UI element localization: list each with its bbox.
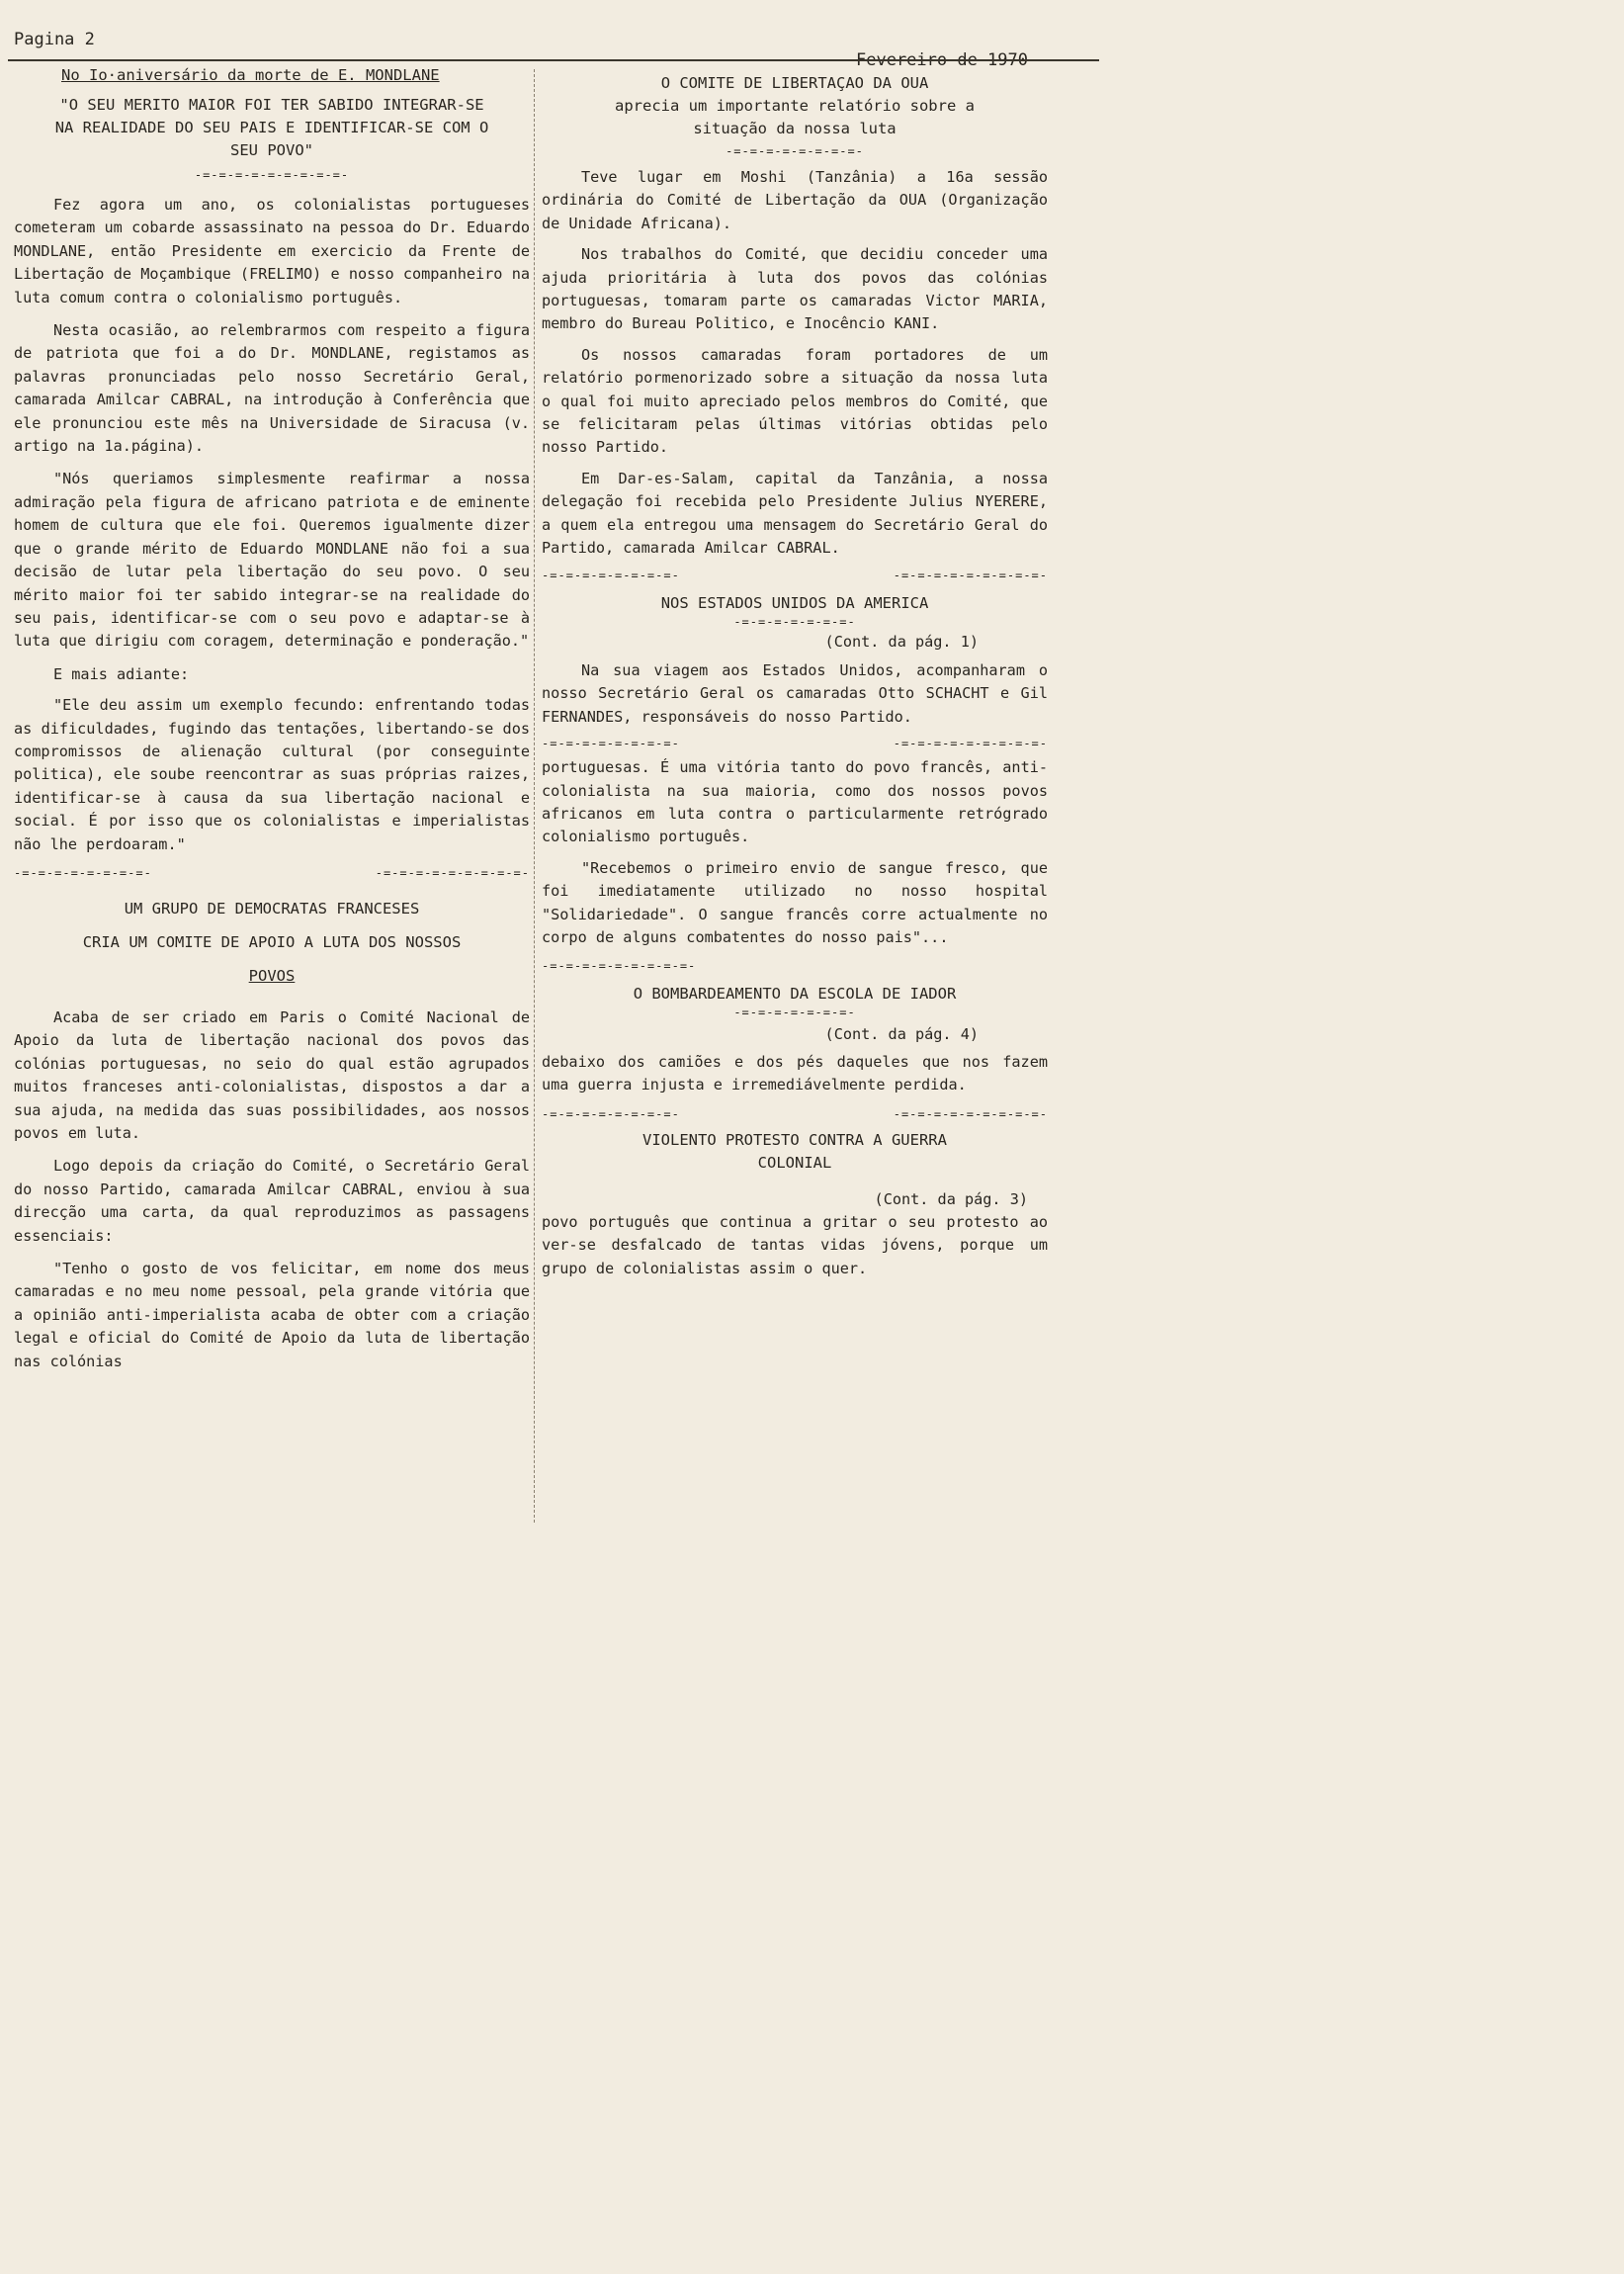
- cabral-letter-quote: "Tenho o gosto de vos felicitar, em nome dos meus camaradas e no meu nome pessoal, pela grande vitória que a opinião anti-imperialista acaba de obter com a criação legal e oficial do Comité de Apoio da luta de libertação nas colónias: [14, 1260, 530, 1370]
- mondlane-quote-2: "Ele deu assim um exemplo fecundo: enfrentando todas as dificuldades, fugindo das tentações, libertando-se dos compromissos de alienação cultural (por conseguinte politica), ele soube reencontrar as suas próprias raizes, identificar-se à causa da sua libertação nacional e social. É por isso que os colonialistas e imperialistas não lhe perdoaram.": [14, 696, 530, 853]
- separator: -=-=-=-=-=-=-=-=-: [542, 568, 680, 582]
- mondlane-paragraph-3: E mais adiante:: [53, 664, 190, 683]
- headline-line: UM GRUPO DE DEMOCRATAS FRANCESES: [124, 899, 420, 918]
- separator-row: [542, 1107, 1048, 1121]
- separator: -=-=-=-=-=-=-=-=-=-: [375, 865, 530, 880]
- iador-headline: O BOMBARDEAMENTO DA ESCOLA DE IADOR: [633, 985, 957, 1004]
- left-kicker: No Io·aniversário da morte de E. MONDLANE: [61, 66, 440, 84]
- separator: -=-=-=-=-=-=-=-=-: [542, 737, 680, 751]
- separator: -=-=-=-=-=-=-=-=-: [542, 1106, 680, 1121]
- separator-row: [14, 866, 530, 880]
- separator: -=-=-=-=-=-=-=-=-=-: [893, 568, 1048, 582]
- protest-headline-line1: VIOLENTO PROTESTO CONTRA A GUERRA: [642, 1130, 947, 1149]
- iador-paragraph: debaixo dos camiões e dos pés daqueles que nos fazem uma guerra injusta e irremediávelmente perdida.: [542, 1052, 1048, 1094]
- oua-headline-line3: situação da nossa luta: [693, 120, 897, 137]
- headline-line: CRIA UM COMITE DE APOIO A LUTA DOS NOSSOS: [82, 932, 462, 951]
- oua-headline-line1: O COMITE DE LIBERTAÇAO DA OUA: [660, 74, 929, 92]
- usa-headline: NOS ESTADOS UNIDOS DA AMERICA: [660, 593, 929, 612]
- separator: -=-=-=-=-=-=-=-=-=-: [542, 959, 697, 974]
- french-committee-paragraph-1: Acaba de ser criado em Paris o Comité Nacional de Apoio da luta de libertação nacional dos povos das colónias portuguesas, no seio do qual estão agrupados muitos franceses anti-colonialistas, dispostos a dar a sua ajuda, na medida das suas possibilidades, aos nossos povos em luta.: [14, 1007, 530, 1142]
- page-number: Pagina 2: [14, 30, 95, 49]
- blood-donation-quote: "Recebemos o primeiro envio de sangue fresco, que foi imediatamente utilizado no nosso hospital "Solidariedade". O sangue francês corre actualmente no corpo de alguns combatentes do nosso pais"...: [542, 858, 1048, 946]
- headline-line: POVOS: [248, 966, 296, 985]
- right-column: [542, 72, 1048, 1280]
- protest-paragraph: povo português que continua a gritar o seu protesto ao ver-se desfalcado de tantas vidas jóvens, porque um grupo de colonialistas assim o quer.: [542, 1213, 1048, 1277]
- separator: -=-=-=-=-=-=-=-: [733, 1006, 856, 1020]
- oua-paragraph-4: Em Dar-es-Salam, capital da Tanzânia, a nossa delegação foi recebida pelo Presidente Julius NYERERE, a quem ela entregou uma mensagem do Secretário Geral do Partido, camarada Amilcar CABRAL.: [542, 469, 1048, 558]
- issue-date: Fevereiro de 1970: [856, 50, 1028, 70]
- separator-row: [542, 568, 1048, 582]
- oua-paragraph-2: Nos trabalhos do Comité, que decidiu conceder uma ajuda prioritária à luta dos povos das colónias portuguesas, tomaram parte os camaradas Victor MARIA, membro do Bureau Politico, e Inocêncio KANI.: [542, 245, 1048, 333]
- protest-continuation: (Cont. da pág. 3): [874, 1189, 1028, 1208]
- separator: -=-=-=-=-=-=-=-=-: [14, 865, 152, 880]
- separator: -=-=-=-=-=-=-=-: [733, 614, 856, 629]
- newspaper-page: [0, 0, 1107, 1550]
- left-column: [14, 94, 530, 1373]
- separator: -=-=-=-=-=-=-=-=-=-: [893, 1106, 1048, 1121]
- mondlane-quote-1: "Nós queriamos simplesmente reafirmar a nossa admiração pela figura de africano patriota e de eminente homem de cultura que ele foi. Queremos igualmente dizer que o grande mérito de Eduardo MONDLANE não foi a sua decisão de lutar pela libertação do seu povo. O seu mérito maior foi ter sabido integrar-se na realidade do seu pais, identificar-se com o seu povo e adaptar-se à luta que dirigiu com coragem, determinação e ponderação.": [14, 470, 530, 651]
- separator: -=-=-=-=-=-=-=-=-: [726, 144, 864, 158]
- header-rule: [8, 59, 1099, 61]
- oua-paragraph-3: Os nossos camaradas foram portadores de um relatório pormenorizado sobre a situação da nossa luta o qual foi muito apreciado pelos membros do Comité, que se felicitaram pelas últimas vitórias obtidas pelo nosso Partido.: [542, 345, 1048, 457]
- french-committee-continuation: portuguesas. É uma vitória tanto do povo francês, anti-colonialista na sua maioria, como dos nossos povos africanos em luta contra o particularmente retrógrado colonialismo português.: [542, 758, 1048, 846]
- usa-continuation: (Cont. da pág. 1): [824, 632, 979, 651]
- french-committee-paragraph-2: Logo depois da criação do Comité, o Secretário Geral do nosso Partido, camarada Amilcar CABRAL, enviou à sua direcção uma carta, da qual reproduzimos as passagens essenciais:: [14, 1157, 530, 1245]
- separator: -=-=-=-=-=-=-=-=-=-: [194, 168, 350, 182]
- iador-continuation: (Cont. da pág. 4): [824, 1025, 979, 1044]
- oua-paragraph-1: Teve lugar em Moshi (Tanzânia) a 16a sessão ordinária do Comité de Libertação da OUA (Organização de Unidade Africana).: [542, 168, 1048, 232]
- column-divider: [534, 69, 535, 1523]
- protest-headline-line2: COLONIAL: [757, 1153, 832, 1172]
- mondlane-paragraph-1: Fez agora um ano, os colonialistas portugueses cometeram um cobarde assassinato na pessoa do Dr. Eduardo MONDLANE, então Presidente em exercicio da Frente de Libertação de Moçambique (FRELIMO) e nosso companheiro na luta comum contra o colonialismo português.: [14, 196, 530, 306]
- french-committee-headline: [14, 892, 530, 993]
- separator-row: [542, 737, 1048, 750]
- separator: -=-=-=-=-=-=-=-=-=-: [893, 737, 1048, 751]
- mondlane-headline: "O SEU MERITO MAIOR FOI TER SABIDO INTEGRAR-SE NA REALIDADE DO SEU PAIS E IDENTIFICAR-SE COM O SEU POVO": [54, 96, 489, 159]
- oua-headline-line2: aprecia um importante relatório sobre a: [615, 97, 975, 115]
- mondlane-paragraph-2: Nesta ocasião, ao relembrarmos com respeito a figura de patriota que foi a do Dr. MONDLANE, registamos as palavras pronunciadas pelo nosso Secretário Geral, camarada Amilcar CABRAL, na introdução à Conferência que ele pronunciou este mês na Universidade de Siracusa (v. artigo na 1a.página).: [14, 321, 530, 456]
- usa-paragraph: Na sua viagem aos Estados Unidos, acompanharam o nosso Secretário Geral os camaradas Otto SCHACHT e Gil FERNANDES, responsáveis do nosso Partido.: [542, 660, 1048, 726]
